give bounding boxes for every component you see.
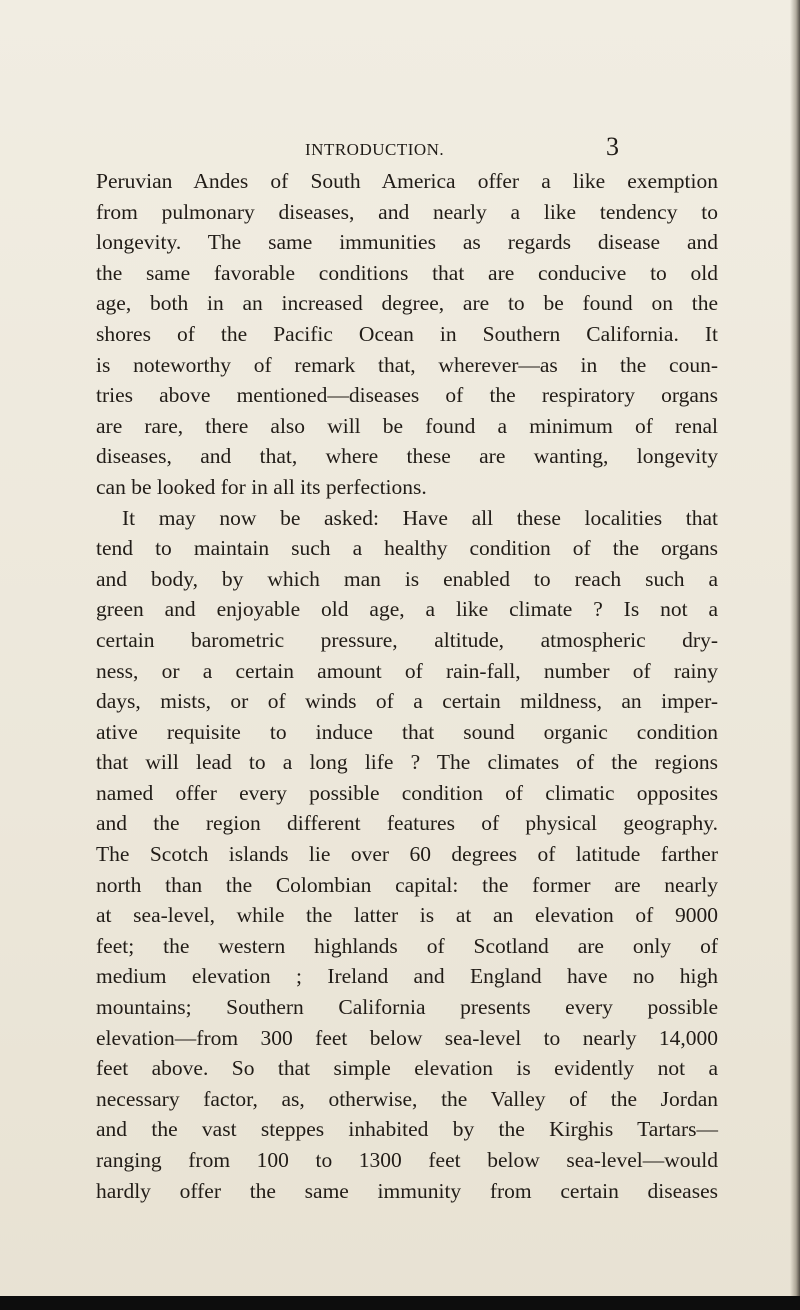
text-line: at sea-level, while the latter is at an elevation of 9000 <box>96 903 718 928</box>
text-line: elevation—from 300 feet below sea-level to nearly 14,000 <box>96 1025 718 1050</box>
page-number: 3 <box>606 132 619 161</box>
text-line: is noteworthy of remark that, wherever—as in the coun- <box>96 352 718 377</box>
text-line: Peruvian Andes of South America offer a like exemption <box>96 169 718 193</box>
text-line: certain barometric pressure, altitude, atmospheric dry- <box>96 627 718 652</box>
text-line: and body, by which man is enabled to reach such a <box>96 566 718 591</box>
text-line: can be looked for in all its perfections. <box>96 474 427 499</box>
text-line: the same favorable conditions that are conducive to old <box>96 260 718 285</box>
text-line: north than the Colombian capital: the former are nearly <box>96 872 718 897</box>
text-line: named offer every possible condition of climatic opposites <box>96 780 718 805</box>
text-line: medium elevation ; Ireland and England have no high <box>96 964 718 989</box>
text-line: longevity. The same immunities as regards disease and <box>96 230 718 255</box>
text-line: necessary factor, as, otherwise, the Valley of the Jordan <box>96 1086 718 1111</box>
text-line: feet above. So that simple elevation is evidently not a <box>96 1056 718 1081</box>
text-line: that will lead to a long life ? The climates of the regions <box>96 750 718 775</box>
text-line: are rare, there also will be found a minimum of renal <box>96 413 718 438</box>
text-line: tend to maintain such a healthy condition of the organs <box>96 536 718 561</box>
text-line: diseases, and that, where these are wanting, longevity <box>96 444 718 469</box>
text-line: tries above mentioned—diseases of the respiratory organs <box>96 383 718 408</box>
text-line: and the region different features of physical geography. <box>96 811 718 836</box>
text-line: ranging from 100 to 1300 feet below sea-level—would <box>96 1148 718 1172</box>
text-line: days, mists, or of winds of a certain mildness, an imper- <box>96 689 718 714</box>
text-line: and the vast steppes inhabited by the Kirghis Tartars— <box>96 1117 718 1142</box>
text-line: from pulmonary diseases, and nearly a like tendency to <box>96 199 718 224</box>
text-line: green and enjoyable old age, a like climate ? Is not a <box>96 597 718 622</box>
text-line: ness, or a certain amount of rain-fall, number of rainy <box>96 658 718 683</box>
text-line: mountains; Southern California presents every possible <box>96 995 718 1020</box>
text-line: shores of the Pacific Ocean in Southern California. It <box>96 321 718 346</box>
text-line: feet; the western highlands of Scotland are only of <box>96 933 718 958</box>
running-head: INTRODUCTION. <box>305 140 445 159</box>
text-line: The Scotch islands lie over 60 degrees of latitude farther <box>96 842 718 867</box>
text-line: ative requisite to induce that sound organic condition <box>96 719 718 744</box>
page-edge-shadow <box>790 0 800 1310</box>
text-line: hardly offer the same immunity from certain diseases <box>96 1178 718 1203</box>
text-line: It may now be asked: Have all these localities that <box>122 505 718 530</box>
body-text <box>96 166 718 1206</box>
scan-border <box>0 1296 800 1310</box>
text-line: age, both in an increased degree, are to be found on the <box>96 291 718 316</box>
